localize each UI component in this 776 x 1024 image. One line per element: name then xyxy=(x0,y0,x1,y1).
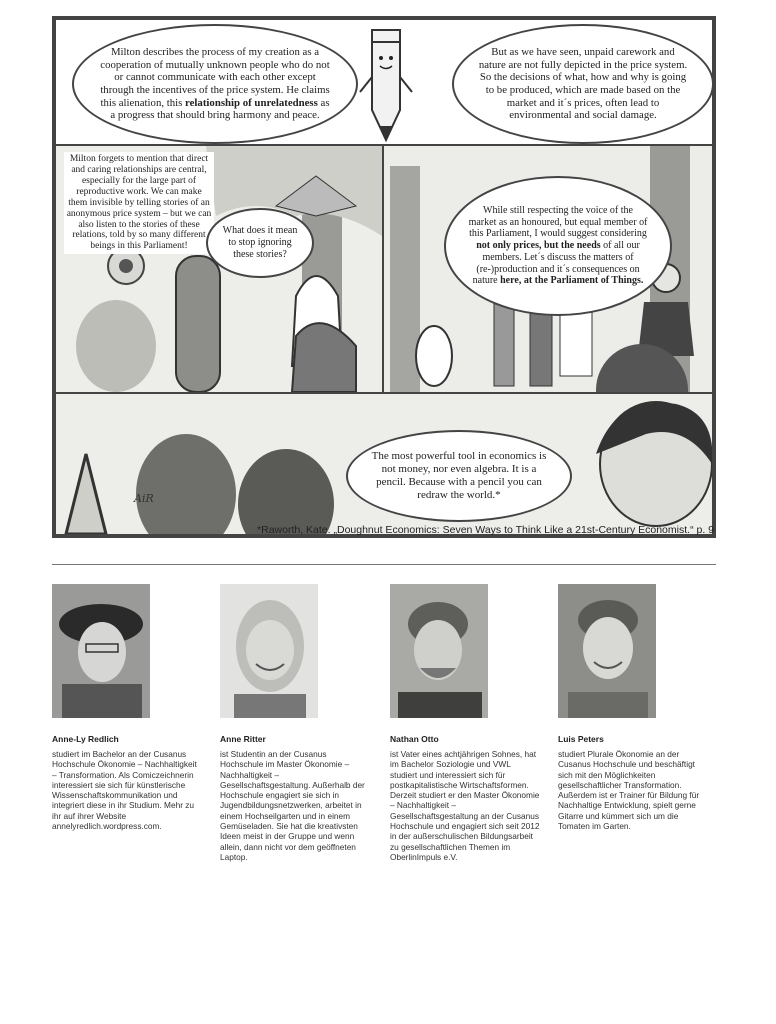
section-divider xyxy=(52,564,716,565)
author-description: ist Studentin an der Cusanus Hochschule im Master Ökonomie – Nachhaltigkeit – Gesellschaftsgestaltung. Außerhalb der Hochschule engagiert sie sich in Jugendbildungsnetzwerken, arbeitet in einem Hochseilgarten und in einem Gemüseladen. Sie hat die kreativsten Ideen meist in der Gruppe und wenn allein, dann nicht vor dem geöffneten Laptop. xyxy=(220,749,365,862)
portrait-illustration xyxy=(52,584,150,718)
author-photo xyxy=(220,584,318,718)
portrait-illustration xyxy=(220,584,318,718)
author-name: Anne-Ly Redlich xyxy=(52,734,119,744)
footnote: *Raworth, Kate. „Doughnut Economics: Seven Ways to Think Like a 21st-Century Economist.“ p. 9 xyxy=(257,524,714,536)
comic-panel-middle-right xyxy=(382,144,714,394)
pencil-character-illustration xyxy=(356,22,416,146)
comic-strip xyxy=(52,16,716,538)
comic-panel-bottom xyxy=(54,392,714,536)
author-name: Anne Ritter xyxy=(220,734,266,744)
comic-panel-middle-left xyxy=(54,144,384,394)
caption-milton-forgets: Milton forgets to mention that direct and caring relationships are central, especially for the large part of reproductive work. We can make them invisible by telling stories of an anonymous price system – but we can also listen to the stories of these relations, told by so many different beings in this Parliament! xyxy=(64,152,214,254)
speech-bubble-milton: Milton describes the process of my creation as a cooperation of mutually unknown people who do not or cannot communicate with each other except through the incentives of the price system. He claims this alienation, this relationship of unrelatedness as a progress that should bring harmony and peace. xyxy=(72,24,358,144)
portrait-illustration xyxy=(390,584,488,718)
author-name: Luis Peters xyxy=(558,734,604,744)
artist-signature: AiR xyxy=(134,492,154,505)
speech-bubble-price-system: But as we have seen, unpaid carework and nature are not fully depicted in the price system. So the decisions of what, how and why is going to be produced, which are made based on the market and it´s prices, often lead to environmental and social damage. xyxy=(452,24,714,144)
author-photo xyxy=(52,584,150,718)
comic-panel-top xyxy=(54,18,714,146)
author-bio xyxy=(558,584,708,831)
author-description: studiert Plurale Ökonomie an der Cusanus Hochschule und beschäftigt sich mit den Möglichkeiten gesellschaftlicher Transformation. Außerdem ist er Trainer für Bildung für Nachhaltige Entwicklung, spielt gerne Gitarre und kümmert sich um die Tomaten im Garten. xyxy=(558,749,700,831)
author-description: studiert im Bachelor an der Cusanus Hochschule Ökonomie – Nachhaltigkeit – Transformation. Als Comiczeichnerin interessiert sie sich für künstlerische Wissenschaftskommunikation und integriert diese in ihr Studium. Mehr zu ihr auf ihrer Website annelyredlich.wordpress.com. xyxy=(52,749,197,831)
author-description: ist Vater eines achtjährigen Sohnes, hat im Bachelor Soziologie und VWL studiert und interessiert sich für postkapitalistische Wirtschaftsformen. Derzeit studiert er den Master Ökonomie – Nachhaltigkeit – Gesellschaftsgestaltung an der Cusanus Hochschule und engagiert sich seit 2012 in der außerschulischen Bildungsarbeit zu gesellschaftlichen Themen im OberlinImpuls e.V. xyxy=(390,749,540,862)
author-bio xyxy=(52,584,202,831)
speech-bubble-pencil-quote: The most powerful tool in economics is not money, nor even algebra. It is a pencil. Because with a pencil you can redraw the world.* xyxy=(346,430,572,522)
author-photo xyxy=(390,584,488,718)
author-bio xyxy=(220,584,370,862)
speech-bubble-question: What does it mean to stop ignoring these stories? xyxy=(206,208,314,278)
speech-bubble-parliament: While still respecting the voice of the market as an honoured, but equal member of this Parliament, I would suggest considering not only prices, but the needs of all our members. Let´s discuss the matters of (re-)production and it´s consequences on nature here, at the Parliament of Things. xyxy=(444,176,672,316)
author-bio xyxy=(390,584,540,862)
author-photo xyxy=(558,584,656,718)
author-name: Nathan Otto xyxy=(390,734,439,744)
portrait-illustration xyxy=(558,584,656,718)
